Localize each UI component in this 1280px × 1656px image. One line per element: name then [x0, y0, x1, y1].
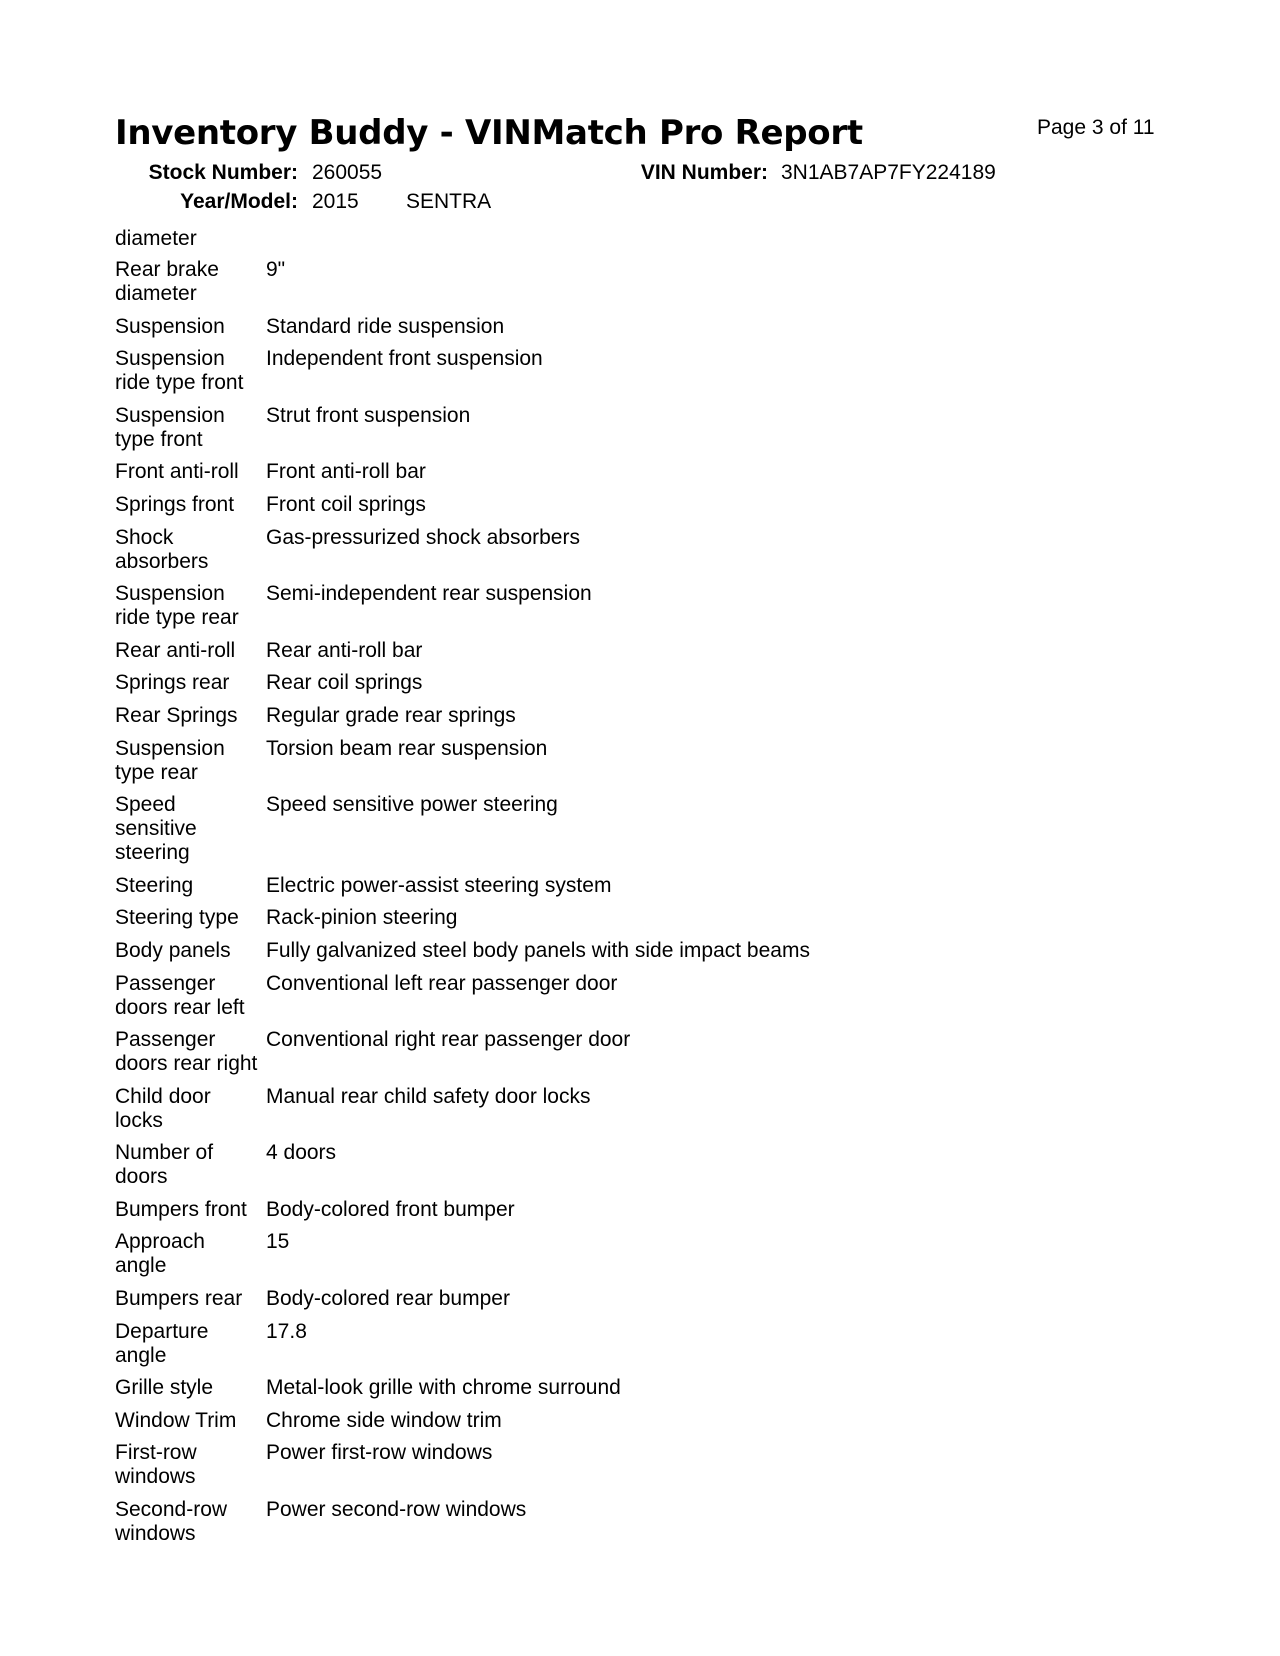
spec-label: First-row windows — [115, 1441, 197, 1489]
continued-label: diameter — [115, 227, 197, 250]
spec-row — [115, 258, 1115, 306]
spec-value: Front coil springs — [266, 492, 426, 516]
spec-row — [115, 1287, 1115, 1311]
spec-value: Power second-row windows — [266, 1498, 527, 1522]
spec-label: Number of doors — [115, 1141, 214, 1189]
spec-row — [115, 526, 1115, 574]
spec-label: Suspension type rear — [115, 736, 225, 784]
spec-label: Passenger doors rear left — [115, 971, 245, 1019]
spec-label: Suspension ride type rear — [115, 582, 239, 630]
spec-label: Rear Springs — [115, 703, 238, 727]
spec-label: Rear brake diameter — [115, 258, 219, 305]
year-model-label: Year/Model: — [180, 190, 298, 213]
spec-row — [115, 1498, 1115, 1546]
spec-value: Rear anti-roll bar — [266, 638, 423, 662]
spec-row — [115, 1376, 1115, 1400]
spec-row — [115, 582, 1115, 630]
stock-number-value: 260055 — [312, 161, 383, 184]
spec-value: Front anti-roll bar — [266, 460, 426, 484]
spec-value: 4 doors — [266, 1141, 337, 1165]
year-value: 2015 — [312, 190, 359, 213]
spec-value: Conventional right rear passenger door — [266, 1028, 631, 1052]
spec-value: Electric power-assist steering system — [266, 873, 612, 897]
spec-value: Power first-row windows — [266, 1441, 493, 1465]
spec-label: Springs rear — [115, 671, 230, 695]
spec-row — [115, 939, 1115, 963]
spec-label: Shock absorbers — [115, 525, 209, 573]
spec-value: Standard ride suspension — [266, 314, 505, 338]
spec-value: Rack-pinion steering — [266, 906, 458, 930]
spec-label: Front anti-roll — [115, 460, 239, 484]
spec-row — [115, 460, 1115, 484]
spec-value: Body-colored front bumper — [266, 1197, 515, 1221]
spec-row — [115, 704, 1115, 728]
vin-number-label: VIN Number: — [640, 161, 768, 184]
spec-value: Speed sensitive power steering — [266, 793, 558, 817]
spec-value: Rear coil springs — [266, 671, 423, 695]
spec-row — [115, 1441, 1115, 1489]
spec-value: Regular grade rear springs — [266, 703, 516, 727]
spec-label: Child door locks — [115, 1084, 211, 1132]
spec-table — [115, 227, 1115, 1555]
spec-label: Passenger doors rear right — [115, 1028, 258, 1076]
spec-row — [115, 347, 1115, 395]
spec-rows — [115, 258, 1115, 1546]
stock-number-label: Stock Number: — [148, 161, 298, 184]
spec-value: Semi-independent rear suspension — [266, 582, 592, 606]
spec-label: Speed sensitive steering — [115, 793, 197, 865]
spec-value: Gas-pressurized shock absorbers — [266, 525, 580, 549]
spec-value: Conventional left rear passenger door — [266, 971, 618, 995]
spec-value: Strut front suspension — [266, 403, 471, 427]
report-title: Inventory Buddy - VINMatch Pro Report — [115, 113, 863, 153]
vin-number-value: 3N1AB7AP7FY224189 — [781, 161, 996, 184]
spec-row — [115, 315, 1115, 339]
spec-row — [115, 1409, 1115, 1433]
spec-label: Suspension — [115, 314, 225, 338]
spec-value: Chrome side window trim — [266, 1408, 502, 1432]
page-indicator: Page 3 of 11 — [1037, 116, 1155, 139]
spec-row — [115, 737, 1115, 785]
spec-row — [115, 1198, 1115, 1222]
spec-label: Suspension type front — [115, 403, 225, 451]
spec-value: Fully galvanized steel body panels with side impact beams — [266, 938, 810, 962]
spec-label: Suspension ride type front — [115, 347, 244, 395]
spec-row — [115, 1028, 1115, 1076]
spec-label: Steering type — [115, 906, 239, 930]
spec-label: Grille style — [115, 1376, 214, 1400]
spec-label: Springs front — [115, 492, 235, 516]
spec-label: Bumpers front — [115, 1197, 247, 1221]
spec-label: Approach angle — [115, 1230, 205, 1278]
model-value: SENTRA — [406, 190, 492, 213]
spec-value: Independent front suspension — [266, 347, 543, 371]
spec-row — [115, 972, 1115, 1020]
spec-value: 15 — [266, 1230, 290, 1254]
spec-row — [115, 793, 1115, 865]
spec-row — [115, 1320, 1115, 1368]
spec-row — [115, 1230, 1115, 1278]
spec-label: Rear anti-roll — [115, 638, 236, 662]
spec-row — [115, 493, 1115, 517]
spec-row — [115, 906, 1115, 930]
spec-row — [115, 874, 1115, 898]
spec-label: Departure angle — [115, 1319, 209, 1367]
spec-value: Torsion beam rear suspension — [266, 736, 548, 760]
spec-row — [115, 404, 1115, 452]
spec-value: Body-colored rear bumper — [266, 1287, 510, 1311]
spec-row — [115, 1085, 1115, 1133]
spec-row — [115, 671, 1115, 695]
spec-row — [115, 639, 1115, 663]
spec-label: Window Trim — [115, 1408, 237, 1432]
spec-row — [115, 1141, 1115, 1189]
spec-label: Body panels — [115, 938, 231, 962]
spec-value: 9" — [266, 258, 286, 281]
spec-value: Metal-look grille with chrome surround — [266, 1376, 621, 1400]
spec-label: Steering — [115, 873, 194, 897]
spec-value: 17.8 — [266, 1319, 307, 1343]
spec-label: Bumpers rear — [115, 1287, 243, 1311]
spec-label: Second-row windows — [115, 1498, 228, 1546]
spec-value: Manual rear child safety door locks — [266, 1084, 591, 1108]
